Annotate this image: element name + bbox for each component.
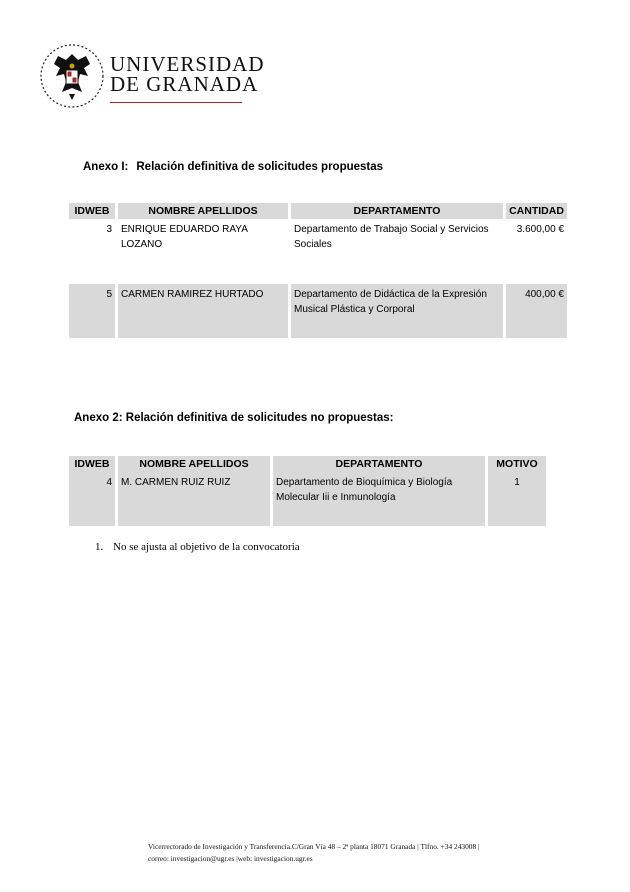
page-footer: [148, 841, 480, 865]
column-header-idweb: IDWEB: [69, 456, 115, 472]
university-name-line1: UNIVERSIDAD: [110, 52, 265, 76]
column-header-amount: CANTIDAD: [506, 203, 567, 219]
footnote-text: No se ajusta al objetivo de la convocatoria: [113, 541, 300, 553]
footer-contact: correo: investigacion@ugr.es |web: investigacion.ugr.es: [148, 854, 313, 863]
table-header-row: [69, 456, 546, 472]
cell-idweb: 3: [69, 219, 115, 281]
annex1-label: Anexo I:: [83, 161, 129, 173]
university-seal-icon: [36, 40, 108, 112]
column-header-department: DEPARTAMENTO: [273, 456, 485, 472]
not-proposed-requests-table: [66, 456, 549, 526]
table-row: [69, 219, 567, 281]
table-row: [69, 284, 567, 338]
header-divider: [110, 102, 242, 103]
proposed-requests-table: [66, 203, 570, 338]
cell-amount: 400,00 €: [506, 284, 567, 338]
university-name: [110, 54, 265, 94]
cell-department: Departamento de Trabajo Social y Servicios Sociales: [291, 219, 503, 281]
cell-name: M. CARMEN RUIZ RUIZ: [118, 472, 270, 526]
annex2-title: Anexo 2: Relación definitiva de solicitudes no propuestas:: [74, 412, 394, 424]
column-header-department: DEPARTAMENTO: [291, 203, 503, 219]
footer-address: Vicerrectorado de Investigación y Transferencia.C/Gran Vía 48 – 2ª planta 18071 Granada | Tlfno. +34 243008 |: [148, 842, 480, 851]
cell-department: Departamento de Bioquímica y Biología Molecular Iii e Inmunología: [273, 472, 485, 526]
column-header-name: NOMBRE APELLIDOS: [118, 456, 270, 472]
cell-name: ENRIQUE EDUARDO RAYA LOZANO: [118, 219, 288, 281]
table-row: [69, 472, 546, 526]
footnote-number: 1.: [95, 541, 104, 553]
university-name-line2: DE GRANADA: [110, 72, 259, 96]
cell-name: CARMEN RAMIREZ HURTADO: [118, 284, 288, 338]
cell-amount: 3.600,00 €: [506, 219, 567, 281]
cell-idweb: 4: [69, 472, 115, 526]
cell-idweb: 5: [69, 284, 115, 338]
footnote: [95, 541, 300, 553]
table-header-row: [69, 203, 567, 219]
cell-department: Departamento de Didáctica de la Expresión Musical Plástica y Corporal: [291, 284, 503, 338]
column-header-name: NOMBRE APELLIDOS: [118, 203, 288, 219]
column-header-reason: MOTIVO: [488, 456, 546, 472]
annex1-title: Relación definitiva de solicitudes propuestas: [136, 161, 384, 173]
cell-reason: 1: [488, 472, 546, 526]
column-header-idweb: IDWEB: [69, 203, 115, 219]
annex1-heading: [83, 161, 383, 173]
